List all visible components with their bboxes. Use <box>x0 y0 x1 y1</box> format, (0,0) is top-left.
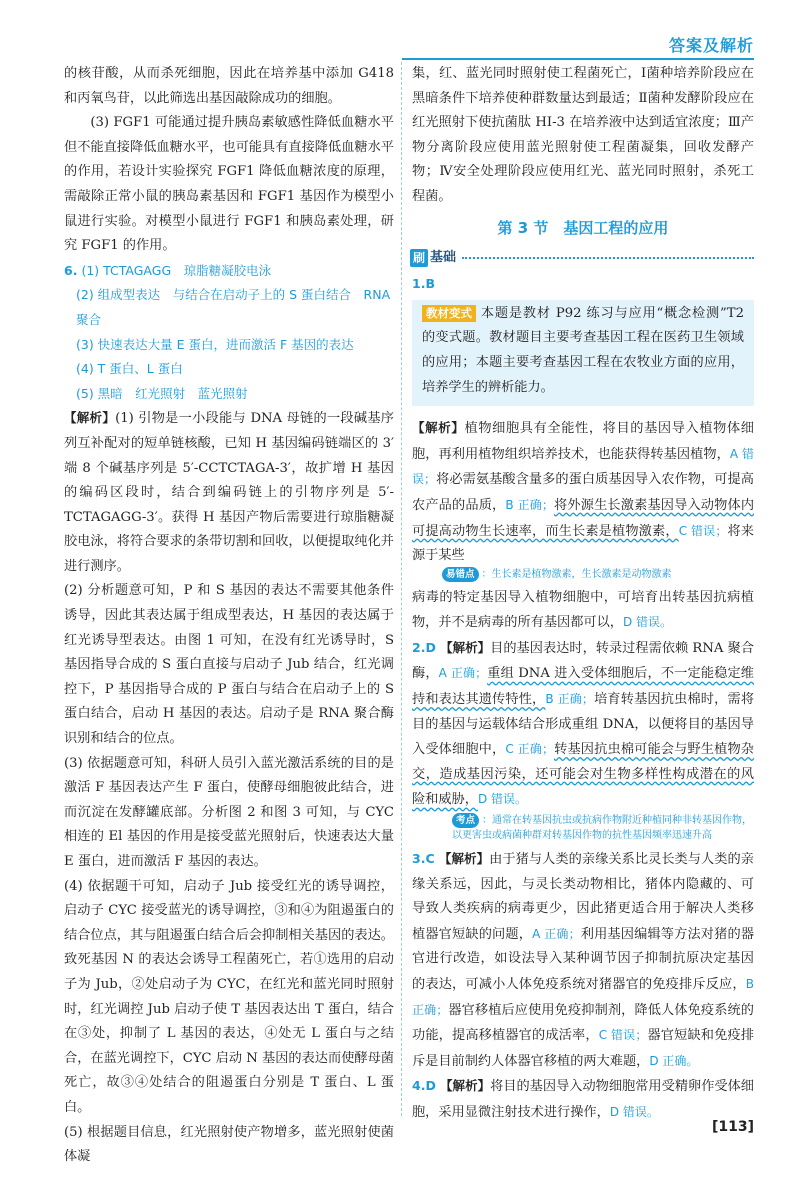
q3-answer: C <box>425 851 435 867</box>
textbook-variant-box <box>412 300 754 406</box>
exam-point-icon: 考点 <box>452 813 479 828</box>
q3-verdict-c: C 错误； <box>598 1028 648 1043</box>
answer-6 <box>64 259 394 407</box>
question-3 <box>412 847 754 1074</box>
q4-verdict-d: D 错误。 <box>609 1104 659 1119</box>
basics-label: 基础 <box>430 249 457 265</box>
q4-text-1: 将目的基因导入动物细胞常用受精卵作受体细胞，采用显微注射技术进行操作， <box>412 1079 754 1120</box>
q1-text-2: 将必需氨基酸含量多的蛋白质基因导入农作物，可提高农产品的品质， <box>412 472 754 513</box>
right-column <box>412 62 754 1126</box>
page-number: [113] <box>711 1119 754 1136</box>
q1-text-4: 将来源于某些 <box>412 523 754 564</box>
q1-number: 1. <box>412 276 426 292</box>
q1-error-note <box>442 567 754 582</box>
left-column <box>64 62 394 1170</box>
q3-text-4: 器官短缺和免疫排斥是目前制约人体器官移植的两大难题， <box>412 1028 755 1069</box>
left-paragraph-2: (3) FGF1 可能通过提升胰岛素敏感性降低血糖水平但不能直接降低血糖水平，也可能具有直接降低血糖水平的作用，若设计实验探究 FGF1 降低血糖浓度的原理，需敲除正常小鼠的胰岛素基因和 FGF1 基因作为模型小鼠进行实验。对模型小鼠进行 FGF1 和胰岛素处理，研究 FGF1 的作用。 <box>64 115 394 254</box>
analysis-label: 【解析】 <box>64 410 116 426</box>
q2-exam-note-text: ：通常在转基因抗虫或抗病作物附近种植同种非转基因作物，以更害虫或病菌种群对转基因作物的抗性基因频率迅速升高 <box>452 815 753 842</box>
answer-6-part-3: (3) 快速表达大量 E 蛋白，进而激活 F 基因的表达 <box>76 336 354 352</box>
explanation-5: (5) 根据题目信息，红光照射使产物增多，蓝光照射使菌体凝 <box>64 1124 394 1165</box>
dotted-rule <box>462 257 754 259</box>
q2-text-1: 目的基因表达时，转录过程需依赖 RNA 聚合酶， <box>412 640 754 682</box>
q2-verdict-b: B 正确； <box>545 692 594 707</box>
q3-number: 3. <box>412 851 426 867</box>
q1-text-5: 病毒的特定基因导入植物细胞中，可培育出转基因抗病植物，并不是病毒的所有基因都可以， <box>412 589 754 631</box>
column-divider <box>401 62 402 1116</box>
q1-verdict-b: B 正确； <box>505 497 554 512</box>
q2-text-3: 培育转基因抗虫棉时，需将目的基因与运载体结合形成重组 DNA，以便将目的基因导入受体细胞中， <box>412 692 755 758</box>
explanation-2: (2) 分析题意可知，P 和 S 基因的表达不需要其他条件诱导，因此其表达属于组成型表达，H 基因的表达属于红光诱导型表达。由图 1 可知，在没有红光诱导时，S 基因指导合成的 S 蛋白直接与启动子 Jub 结合，红光调控下，P 基因指导合成的 P 蛋白与结合在启动子上的 S 蛋白结合，启动 H 基因的表达。启动子是 RNA 聚合酶识别和结合的位点。 <box>64 583 394 747</box>
q2-exam-note <box>452 813 754 843</box>
question-4 <box>412 1074 754 1125</box>
q2-verdict-a: A 正确； <box>438 666 488 681</box>
right-paragraph-1: 集，红、蓝光同时照射使工程菌死亡，Ⅰ菌种培养阶段应在黑暗条件下培养使种群数量达到最适；Ⅱ菌种发酵阶段应在红光照射下使抗菌肽 HI-3 在培养液中达到适宜浓度；Ⅲ产物分离阶段应使用蓝光照射使工程菌凝集，回收发酵产物；Ⅳ安全处理阶段应使用红光、蓝光同时照射，杀死工程菌。 <box>412 66 754 204</box>
answer-6-part-4: (4) T 蛋白、L 蛋白 <box>76 361 183 377</box>
textbook-variant-tag: 教材变式 <box>422 305 476 322</box>
left-paragraph-1: 的核苷酸，从而杀死细胞，因此在培养基中添加 G418 和丙氧鸟苷，以此筛选出基因敲除成功的细胞。 <box>64 66 394 106</box>
basics-header <box>410 246 754 270</box>
q2-verdict-c: C 正确； <box>505 742 554 757</box>
brush-icon: 刷 <box>410 249 428 267</box>
q3-text-2: 利用基因编辑等方法对猪的器官进行改造，如设法导入某种调节因子抑制抗原决定基因的表达，可减小人体免疫系统对猪器官的免疫排斥反应， <box>412 926 755 992</box>
q2-text-2: 重组 DNA 进入受体细胞后，不一定能稳定维持和表达其遗传特性， <box>412 666 754 708</box>
q3-verdict-a: A 正确； <box>532 926 581 941</box>
q3-analysis-label: 【解析】 <box>438 851 490 867</box>
q2-text-4: 转基因抗虫棉可能会与野生植物杂交，造成基因污染，还可能会对生物多样性构成潜在的风险和威胁， <box>412 742 754 808</box>
q1-analysis-label: 【解析】 <box>412 420 465 436</box>
answer-6-part-2: (2) 组成型表达 与结合在启动子上的 S 蛋白结合 RNA 聚合 <box>76 287 391 327</box>
answer-6-number: 6. <box>64 262 78 278</box>
q3-verdict-d: D 正确。 <box>649 1053 699 1068</box>
header-rule <box>402 58 754 60</box>
answer-6-part-5: (5) 黑暗 红光照射 蓝光照射 <box>76 385 248 401</box>
q3-text-1: 由于猪与人类的亲缘关系比灵长类与人类的亲缘关系远，因此，与灵长类动物相比，猪体内隐藏的、可导致人类疾病的病毒更少，因此猪更适合用于解决人类移植器官短缺的问题， <box>412 852 754 942</box>
question-2 <box>412 636 754 843</box>
explanation-3: (3) 依据题意可知，科研人员引入蓝光激活系统的目的是激活 F 基因表达产生 F 蛋白，使酵母细胞彼此结合，进而沉淀在发酵罐底部。分析图 2 和图 3 可知，与 CYC 相连的 El 基因的作用是接受蓝光照射后，快速表达大量 E 蛋白，进而激活 F 基因的表达。 <box>64 755 394 869</box>
q3-text-3: 器官移植后应使用免疫抑制剂，降低人体免疫系统的功能，提高移植器官的成活率， <box>412 1002 754 1044</box>
error-point-icon: 易错点 <box>442 567 479 582</box>
textbook-variant-text: 本题是教材 P92 练习与应用“概念检测”T2 的变式题。教材题目主要考查基因工程在医药卫生领域的应用；本题主要考查基因工程在农牧业方面的应用，培养学生的辨析能力。 <box>422 305 744 395</box>
q3-verdict-b: B 正确； <box>412 977 754 1017</box>
q2-number: 2. <box>412 639 426 655</box>
section-title: 第 3 节 基因工程的应用 <box>497 218 669 237</box>
q4-number: 4. <box>412 1078 426 1094</box>
q1-answer: B <box>425 276 435 292</box>
header-title: 答案及解析 <box>668 36 754 55</box>
q4-answer: D <box>425 1078 436 1094</box>
explanation-1: (1) 引物是一小段能与 DNA 母链的一段碱基序列互补配对的短单链核酸，已知 H 基因编码链端区的 3′端 8 个碱基序列是 5′-CCTCTAGA-3′，故扩增 H 基因的编码区段时，结合到编码链上的引物序列是 5′-TCTAGAGG-3′。获得 H 基因产物后需要进行琼脂糖凝胶电泳，将符合要求的条带切割和回收，以便提取纯化并进行测序。 <box>64 411 394 574</box>
q1-verdict-a: A 错误； <box>412 446 755 487</box>
q4-analysis-label: 【解析】 <box>440 1078 491 1094</box>
explanation-4: (4) 依据题干可知，启动子 Jub 接受红光的诱导调控，启动子 CYC 接受蓝光的诱导调控，③和④为阻遏蛋白的结合位点，其与阻遏蛋白结合后会抑制相关基因的表达。致死基因 N 的表达会诱导工程菌死亡，若①选用的启动子为 Jub，②处启动子为 CYC，在红光和蓝光同时照射时，红光调控 Jub 启动子使 T 基因表达出 T 蛋白，结合在③处，抑制了 L 基因的表达，④处无 L 蛋白与之结合，在蓝光调控下，CYC 启动 N 基因的表达而使酵母菌死亡，故③④处结合的阻遏蛋白分别是 T 蛋白、L 蛋白。 <box>64 878 394 1115</box>
q1-error-note-text: ：生长素是植物激素，生长激素是动物激素 <box>481 568 672 580</box>
question-1 <box>412 272 754 636</box>
q1-verdict-d: D 错误。 <box>623 615 673 630</box>
answer-6-part-1: (1) TCTAGAGG 琼脂糖凝胶电泳 <box>81 262 272 278</box>
q2-answer: D <box>425 639 436 655</box>
q1-text-1: 植物细胞具有全能性，将目的基因导入植物体细胞，再利用植物组织培养技术，也能获得转基因植物， <box>412 421 754 462</box>
q2-analysis-label: 【解析】 <box>440 639 491 655</box>
q1-verdict-c: C 错误； <box>678 523 728 538</box>
q2-verdict-d: D 错误。 <box>477 792 527 807</box>
q1-text-3: 将外源生长激素基因导入动物体内可提高动物生长速率，而生长素是植物激素， <box>412 497 755 539</box>
